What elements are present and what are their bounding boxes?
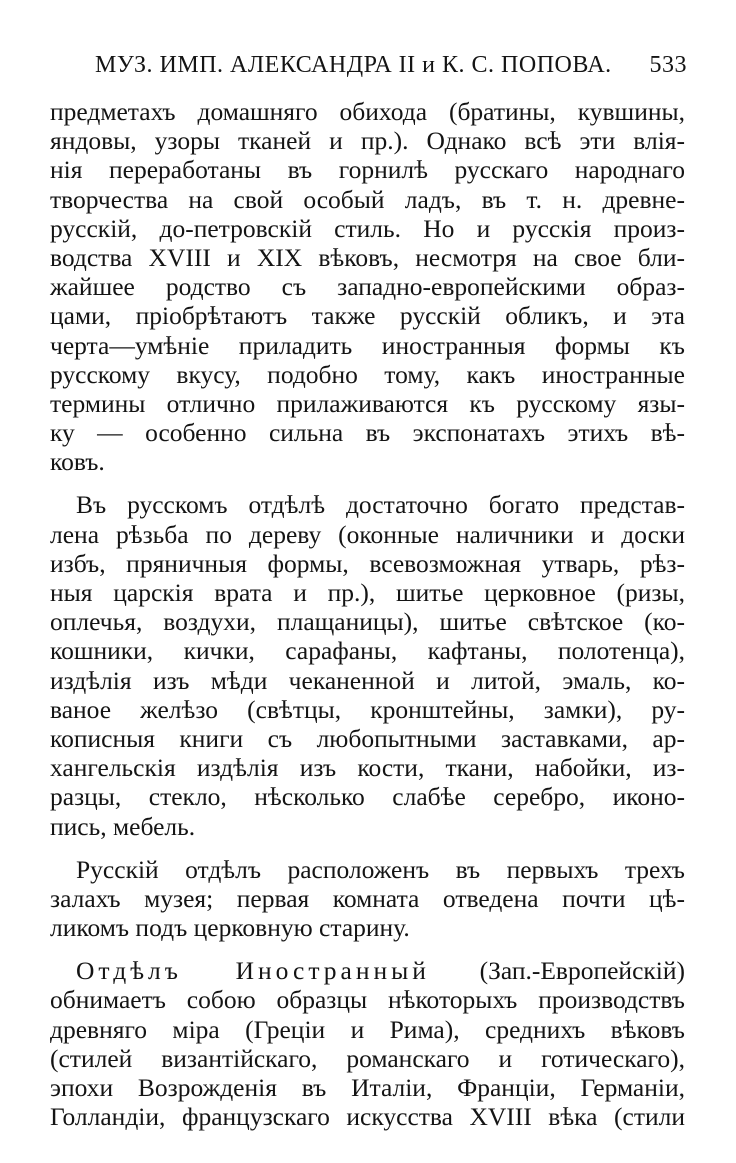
paragraph-2 bbox=[50, 490, 685, 840]
paragraph-gap bbox=[50, 942, 685, 956]
text-line: Въ русскомъ отдѣлѣ достаточно богато представ- bbox=[76, 490, 685, 520]
text-line-lead bbox=[50, 956, 685, 985]
text-line: творчества на свой особый ладъ, въ т. н. древне- bbox=[50, 184, 685, 214]
text-line: Голландiи, французскаго искусства XVIII вѣка (стили bbox=[50, 1102, 685, 1132]
text-line: издѣлiя изъ мѣди чеканенной и литой, эмаль, ко- bbox=[50, 665, 685, 695]
text-line: цами, прiобрѣтаютъ также русскiй обликъ, и эта bbox=[50, 301, 685, 331]
text-line: жайшее родство съ западно-европейскими образ- bbox=[50, 272, 685, 302]
text-line: ку — особенно сильна въ экспонатахъ этихъ вѣ- bbox=[50, 418, 685, 448]
text-line: хангельскiя издѣлiя изъ кости, ткани, набойки, из- bbox=[50, 753, 685, 783]
text-line: пись, мебель. bbox=[50, 811, 196, 841]
text-line: русскiй, до-петровскiй стиль. Но и русскiя произ- bbox=[50, 213, 685, 243]
text-line: разцы, стекло, нѣсколько слабѣе серебро, иконо- bbox=[50, 782, 685, 812]
text-line: оплечья, воздухи, плащаницы), шитье свѣтское (ко- bbox=[50, 607, 685, 637]
text-line: избъ, пряничныя формы, всевозможная утварь, рѣз- bbox=[50, 548, 685, 578]
page-number: 533 bbox=[649, 52, 687, 78]
text-line: кошники, кички, сарафаны, кафтаны, полотенца), bbox=[50, 636, 685, 666]
text-line: древняго мiра (Грецiи и Рима), среднихъ вѣковъ bbox=[50, 1014, 685, 1044]
paragraph-gap bbox=[50, 841, 685, 855]
text-line: яндовы, узоры тканей и пр.). Однако всѣ эти влiя- bbox=[50, 126, 685, 156]
text-line: Русскiй отдѣлъ расположенъ въ первыхъ трехъ bbox=[76, 854, 685, 884]
text-line: кописныя книги съ любопытными заставками, ар- bbox=[50, 723, 685, 753]
text-line: обнимаетъ собою образцы нѣкоторыхъ производствъ bbox=[50, 985, 685, 1015]
text-line: эпохи Возрожденiя въ Италiи, Францiи, Германiи, bbox=[50, 1073, 685, 1102]
text-line: лена рѣзьба по дереву (оконные наличники и доски bbox=[50, 519, 685, 549]
page-header bbox=[95, 52, 687, 86]
text-line: ныя царскiя врата и пр.), шитье церковное (ризы, bbox=[50, 578, 685, 607]
paragraph-4 bbox=[50, 956, 685, 1131]
paragraph-gap bbox=[50, 476, 685, 490]
text-line: предметахъ домашняго обихода (братины, кувшины, bbox=[50, 97, 685, 126]
text-line: нiя переработаны въ горнилѣ русскаго народнаго bbox=[50, 155, 685, 185]
text-line: ковъ. bbox=[50, 447, 105, 477]
text-line: русскому вкусу, подобно тому, какъ иностранные bbox=[50, 359, 685, 389]
text-line: черта—умѣнiе приладить иностранныя формы къ bbox=[50, 330, 685, 360]
text-line: ваное желѣзо (свѣтцы, кронштейны, замки), ру- bbox=[50, 694, 685, 724]
paragraph-3 bbox=[50, 855, 685, 943]
body-text bbox=[50, 97, 685, 1131]
text-line: (стилей византiйскаго, романскаго и готическаго), bbox=[50, 1043, 685, 1073]
text-line: залахъ музея; первая комната отведена почти цѣ- bbox=[50, 883, 685, 913]
paragraph-1 bbox=[50, 97, 685, 476]
text-line: термины отлично прилаживаются къ русскому язы- bbox=[50, 388, 685, 418]
text-line: водства XVIII и XIX вѣковъ, несмотря на свое бли- bbox=[50, 242, 685, 272]
text-line: ликомъ подъ церковную старину. bbox=[50, 913, 410, 943]
running-title: МУЗ. ИМП. АЛЕКСАНДРА II и К. С. ПОПОВА. bbox=[95, 52, 612, 78]
lead-remainder: (Зап.-Европейскiй) bbox=[429, 956, 685, 986]
spaced-lead: Отдѣлъ Иностранный bbox=[76, 956, 430, 986]
